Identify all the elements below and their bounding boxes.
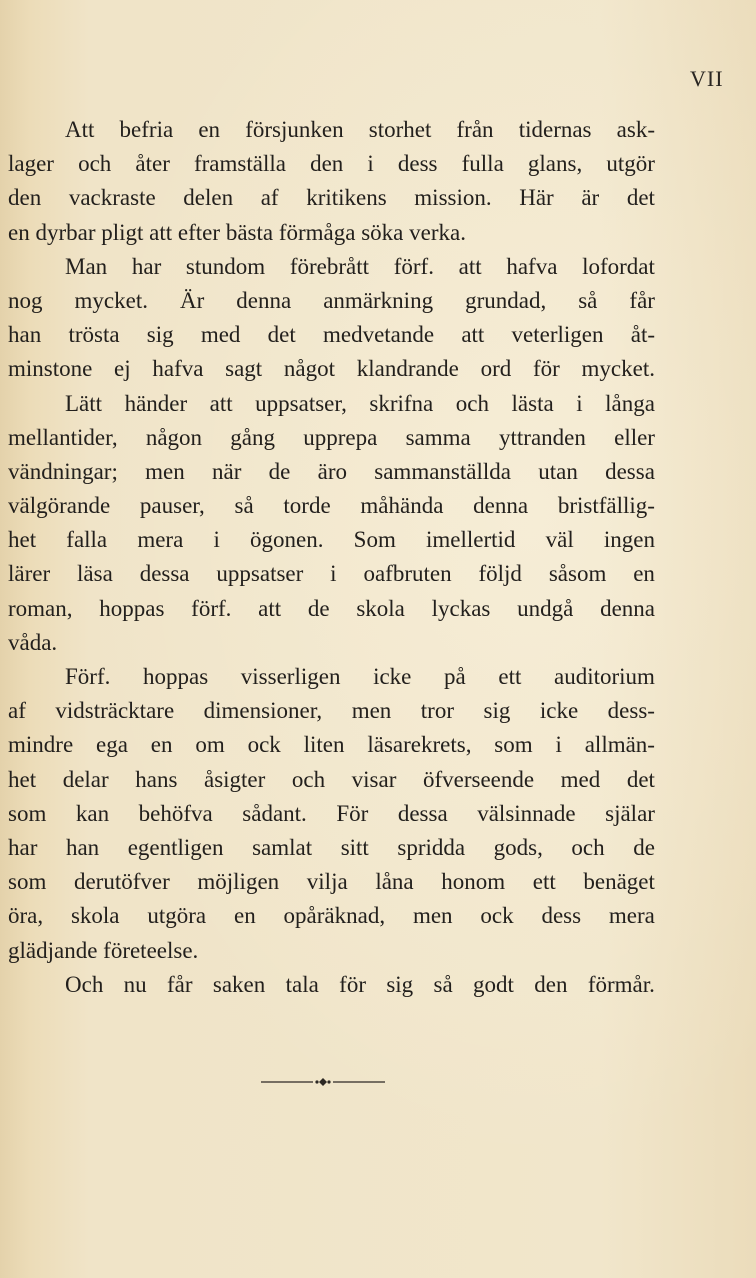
word: sig [483, 698, 511, 724]
word: men [412, 903, 453, 929]
word: af [8, 698, 26, 724]
text-line [8, 626, 655, 660]
text-line [8, 455, 655, 489]
word: glädjande [8, 937, 104, 963]
word: hoppas [143, 664, 209, 689]
word: auditorium [553, 664, 655, 689]
word: pligt [101, 219, 150, 245]
word: med [200, 322, 241, 348]
word: lyckas [431, 595, 491, 621]
word: och [455, 390, 489, 416]
word: trösta [68, 322, 120, 348]
word: men [145, 458, 185, 484]
word: uppsatser [216, 561, 304, 587]
word: så [234, 493, 254, 519]
word: het [8, 766, 37, 792]
word: benäget [583, 869, 655, 895]
word: för [532, 356, 560, 382]
word: vidsträcktare [55, 698, 175, 724]
word: söka [361, 219, 410, 245]
word: mission. [414, 185, 492, 211]
word: kritikens [306, 185, 387, 211]
word: långa [605, 390, 655, 416]
word: skrifna [369, 390, 434, 416]
word: något [283, 356, 336, 382]
word: så [433, 971, 453, 997]
word: spridda [397, 834, 466, 860]
word: samlat [252, 834, 313, 860]
word: ord [480, 356, 512, 382]
word: en [633, 561, 655, 587]
word: dess [541, 903, 582, 929]
text-line [8, 523, 655, 557]
word: utgöra [147, 903, 207, 929]
word: ask- [616, 117, 655, 142]
text-line [8, 352, 655, 386]
word: klandrande [356, 356, 459, 382]
word: oafbruten [363, 561, 452, 587]
word: Att [65, 117, 95, 142]
ornament-rule [261, 1076, 385, 1088]
text-line [8, 899, 655, 933]
word: med [560, 766, 601, 792]
word: att [461, 322, 485, 348]
word: falla [66, 527, 108, 553]
text-line [8, 797, 655, 831]
word: ega [96, 732, 128, 758]
word: dessa [397, 800, 448, 826]
word: låna [375, 869, 414, 895]
text-line [8, 968, 655, 1002]
word: läsarekrets, [367, 732, 472, 758]
word: åsigter [203, 766, 266, 792]
word: han [65, 834, 100, 860]
word: de [307, 595, 330, 621]
word: välgörande [8, 493, 111, 519]
word: i [213, 527, 220, 553]
word: Lätt [65, 390, 103, 416]
word: följd [478, 561, 522, 587]
text-line [8, 694, 655, 728]
text-line [8, 318, 655, 352]
text-line [8, 113, 655, 147]
word: eller [614, 424, 655, 450]
word: en [198, 117, 221, 142]
word: i [576, 390, 583, 416]
word: kan [75, 800, 110, 826]
word: anmärkning [323, 287, 434, 313]
word: vackraste [68, 185, 156, 211]
page-number: VII [690, 66, 724, 91]
word: skola [356, 595, 405, 621]
word: ingen [603, 527, 655, 553]
word: glans, [527, 151, 583, 177]
word: välsinnade [477, 800, 576, 826]
ornament-diamond-icon [319, 1078, 327, 1086]
word: framställa [193, 151, 286, 177]
word: från [456, 117, 494, 142]
word: som [8, 869, 47, 895]
word: tror [420, 698, 455, 724]
word: gods, [493, 834, 543, 860]
word: mycket. [581, 356, 655, 382]
word: Som [353, 527, 396, 553]
word: liten [303, 732, 345, 758]
word: ock [480, 903, 514, 929]
word: ett [498, 664, 522, 689]
word: och [78, 151, 112, 177]
text-line [8, 660, 655, 694]
word: ögonen. [250, 527, 324, 553]
word: väl [545, 527, 574, 553]
word: ock [247, 732, 281, 758]
text-line [8, 489, 655, 523]
word: yttranden [499, 424, 586, 450]
word: opåräknad, [283, 903, 386, 929]
word: sagt [225, 356, 263, 382]
word: delen [183, 185, 234, 211]
word: dess [397, 151, 438, 177]
word: uppsatser, [255, 390, 347, 416]
word: läsa [77, 561, 113, 587]
word: hans [135, 766, 178, 792]
word: godt [473, 971, 514, 997]
word: är [581, 185, 600, 211]
word: förebrått [289, 253, 370, 279]
word: bristfällig- [557, 493, 655, 519]
word: måhända [360, 493, 444, 519]
text-line [8, 831, 655, 865]
word: sådant. [242, 800, 307, 826]
word: möjligen [197, 869, 280, 895]
word: grundad, [465, 287, 547, 313]
text-line [8, 250, 655, 284]
word: visserligen [240, 664, 341, 689]
word: en [233, 903, 256, 929]
word: sitt [340, 834, 369, 860]
word: för [339, 971, 366, 997]
word: den [534, 971, 568, 997]
word: sammanställda [374, 458, 511, 484]
word: att [209, 390, 233, 416]
text-line [8, 934, 655, 968]
word: nu [123, 971, 147, 997]
word: får [629, 287, 655, 313]
word: stundom [185, 253, 266, 279]
word: allmän- [584, 732, 655, 758]
word: ej [114, 356, 131, 382]
word: vilja [306, 869, 348, 895]
word: torde [283, 493, 331, 519]
word: efter [177, 219, 226, 245]
text-line [8, 865, 655, 899]
word: de [268, 458, 291, 484]
word: lofordat [582, 253, 655, 279]
word: utan [538, 458, 578, 484]
word: och [571, 834, 605, 860]
word: sig [386, 971, 414, 997]
word: fulla [461, 151, 504, 177]
word: dimensioner, [203, 698, 323, 724]
word: denna [473, 493, 529, 519]
word: mera [608, 903, 655, 929]
word: mycket. [74, 287, 148, 313]
word: bästa [225, 219, 279, 245]
word: har [131, 253, 162, 279]
word: att [258, 595, 282, 621]
word: dessa [139, 561, 190, 587]
word: och [291, 766, 326, 792]
word: behöfva [138, 800, 213, 826]
word: befria [119, 117, 174, 142]
text-line [8, 421, 655, 455]
word: mindre [8, 732, 74, 758]
word: det [626, 766, 655, 792]
word: en [8, 219, 36, 245]
word: gång [230, 424, 276, 450]
word: när [212, 458, 242, 484]
word: det [267, 322, 296, 348]
word: het [8, 527, 37, 553]
word: nog [8, 287, 43, 313]
word: delar [62, 766, 109, 792]
word: egentligen [127, 834, 224, 860]
word: öra, [8, 903, 44, 929]
word: Är [179, 287, 205, 313]
word: lästa [511, 390, 554, 416]
word: förf. [393, 253, 434, 279]
word: själar [605, 800, 655, 826]
word: lärer [8, 561, 51, 587]
word: företeelse. [103, 937, 199, 963]
word: den [310, 151, 344, 177]
word: i [330, 561, 337, 587]
word: dyrbar [35, 219, 102, 245]
word: får [167, 971, 193, 997]
word: derutöfver [73, 869, 170, 895]
text-line [8, 763, 655, 797]
word: om [195, 732, 225, 758]
word: såsom [548, 561, 607, 587]
word: denna [236, 287, 292, 313]
word: Förf. [65, 664, 111, 689]
word: roman, [8, 595, 73, 621]
word: hoppas [99, 595, 165, 621]
word: hafva [506, 253, 558, 279]
word: våda. [8, 629, 58, 655]
word: veterligen [511, 322, 604, 348]
ornament-dot-right [327, 1080, 330, 1083]
word: sig [146, 322, 174, 348]
word: dessa [605, 458, 655, 484]
word: icke [539, 698, 579, 724]
word: saken [212, 971, 266, 997]
word: visar [351, 766, 397, 792]
word: undgå [517, 595, 574, 621]
word: imellertid [426, 527, 516, 553]
word: åt- [630, 322, 655, 348]
text-line [8, 728, 655, 762]
word: icke [373, 664, 412, 689]
word: som [8, 800, 47, 826]
word: de [633, 834, 655, 860]
word: Och [65, 971, 104, 997]
word: hafva [152, 356, 204, 382]
word: honom [441, 869, 506, 895]
word: i [367, 151, 374, 177]
word: har [8, 834, 38, 860]
word: dess- [607, 698, 655, 724]
word: den [8, 185, 42, 211]
word: tidernas [518, 117, 592, 142]
word: som [494, 732, 533, 758]
word: så [578, 287, 598, 313]
text-line [8, 147, 655, 181]
word: förmåga [278, 219, 362, 245]
word: skola [70, 903, 120, 929]
word: denna [600, 595, 655, 621]
word: på [444, 664, 466, 689]
text-line [8, 387, 655, 421]
word: i [555, 732, 562, 758]
word: någon [145, 424, 203, 450]
word: tala [285, 971, 319, 997]
word: men [351, 698, 392, 724]
word: af [260, 185, 279, 211]
word: utgör [606, 151, 655, 177]
word: det [626, 185, 655, 211]
word: öfverseende [422, 766, 535, 792]
body-text [8, 113, 655, 1002]
word: förmår. [587, 971, 655, 997]
word: lager [8, 151, 54, 177]
word: mellantider, [8, 424, 118, 450]
word: För [336, 800, 369, 826]
word: en [150, 732, 173, 758]
word: förf. [191, 595, 232, 621]
word: Här [519, 185, 554, 211]
word: att [458, 253, 482, 279]
text-line [8, 216, 655, 250]
text-line [8, 557, 655, 591]
word: samma [405, 424, 471, 450]
text-line [8, 181, 655, 215]
text-line [8, 592, 655, 626]
word: ett [532, 869, 556, 895]
word: försjunken [245, 117, 344, 142]
word: åter [135, 151, 170, 177]
word: mera [137, 527, 184, 553]
word: verka. [409, 219, 466, 245]
word: vändningar; [8, 458, 118, 484]
ornament-dot-left [315, 1080, 318, 1083]
word: medvetande [322, 322, 435, 348]
word: upprepa [303, 424, 378, 450]
word: händer [124, 390, 188, 416]
word: han [8, 322, 42, 348]
word: Man [65, 253, 108, 279]
word: storhet [368, 117, 432, 142]
word: äro [317, 458, 347, 484]
text-line [8, 284, 655, 318]
word: pauser, [139, 493, 205, 519]
word: minstone [8, 356, 93, 382]
word: att [149, 219, 178, 245]
